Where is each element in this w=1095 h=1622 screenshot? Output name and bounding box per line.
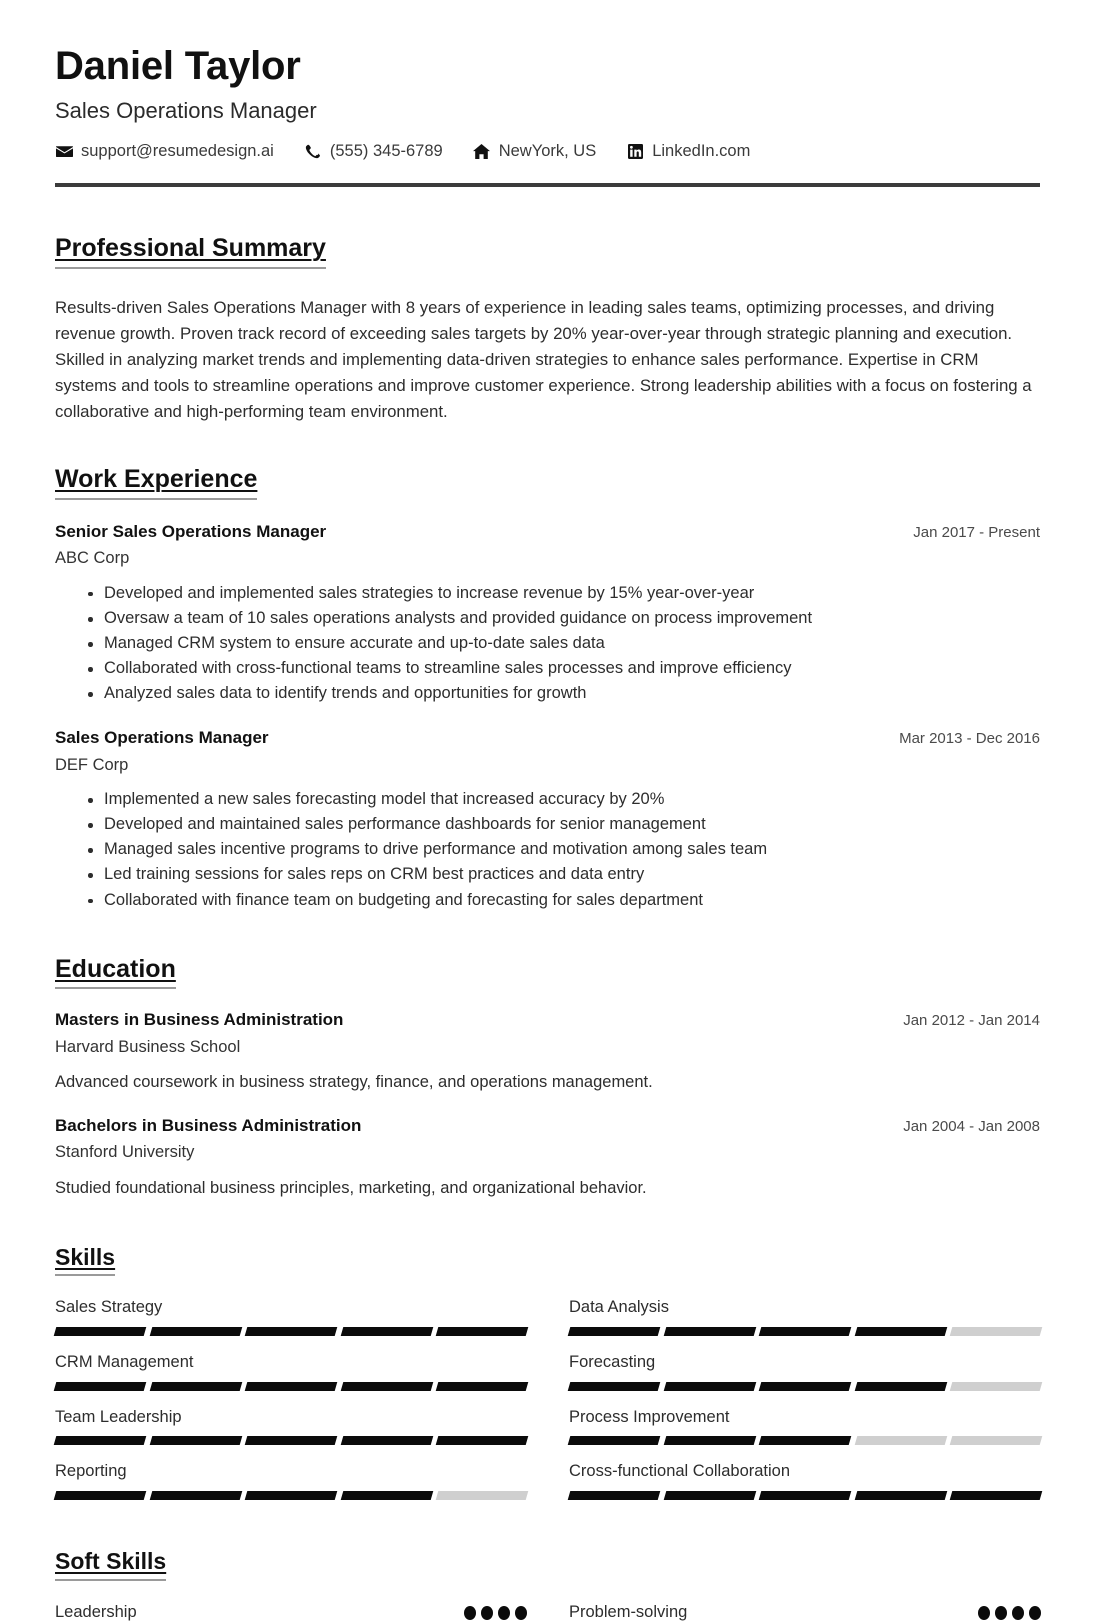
skill-level-segment (759, 1382, 851, 1391)
resume-header (55, 44, 1040, 187)
experience-bullet: Oversaw a team of 10 sales operations analysts and provided guidance on process improvement (88, 606, 1040, 631)
section-work-experience (55, 465, 1040, 912)
experience-bullet: Managed sales incentive programs to drive performance and motivation among sales team (88, 837, 1040, 862)
education-entry (55, 1115, 1040, 1201)
skill-label: Cross-functional Collaboration (569, 1462, 791, 1481)
phone-icon (304, 143, 322, 160)
education-entry-head (55, 1009, 1040, 1030)
section-title-education: Education (55, 955, 176, 990)
skill-level-segment (54, 1436, 146, 1445)
education-entry-head (55, 1115, 1040, 1136)
education-degree: Masters in Business Administration (55, 1010, 344, 1030)
skill-level-bar (55, 1382, 527, 1391)
envelope-icon (55, 143, 73, 160)
skill-level-segment (950, 1327, 1042, 1336)
skill-item (569, 1462, 1041, 1517)
skill-level-bar (569, 1436, 1041, 1445)
experience-entry (55, 521, 1040, 706)
experience-bullet: Collaborated with finance team on budgeting and forecasting for sales department (88, 888, 1040, 913)
skill-level-bar (55, 1327, 527, 1336)
experience-bullet: Managed CRM system to ensure accurate and up-to-date sales data (88, 631, 1040, 656)
skill-level-segment (950, 1491, 1042, 1500)
skill-level-segment (149, 1491, 241, 1500)
summary-text: Results-driven Sales Operations Manager with 8 years of experience in leading sales teams, optimizing processes, and driving revenue growth. Proven track record of exceeding sales targets by 20% year-over-year through strategic planning and execution. Skilled in analyzing market trends and implementing data-driven strategies to enhance sales performance. Expertise in CRM systems and tools to streamline operations and improve customer experience. Strong leadership abilities with a focus on fostering a collaborative and high-performing team environment. (55, 298, 1032, 422)
skill-level-segment (340, 1436, 432, 1445)
soft-skill-dot (464, 1606, 476, 1620)
skill-level-segment (245, 1382, 337, 1391)
skill-level-segment (245, 1327, 337, 1336)
skill-level-bar (569, 1491, 1041, 1500)
experience-bullet: Implemented a new sales forecasting model that increased accuracy by 20% (88, 787, 1040, 812)
education-school: Harvard Business School (55, 1037, 241, 1056)
skill-level-segment (54, 1327, 146, 1336)
skill-item (569, 1353, 1041, 1408)
experience-role: Senior Sales Operations Manager (55, 522, 327, 542)
section-title-skills: Skills (55, 1244, 115, 1276)
skill-level-segment (149, 1436, 241, 1445)
experience-date: Jan 2017 - Present (913, 524, 1040, 542)
header-divider (55, 183, 1040, 187)
soft-skills-grid (55, 1603, 1040, 1622)
education-entry (55, 1009, 1040, 1095)
soft-skill-rating (464, 1606, 527, 1620)
contact-email[interactable] (55, 142, 274, 161)
soft-skill-dot (515, 1606, 527, 1620)
experience-company: ABC Corp (55, 549, 130, 568)
skill-label: Reporting (55, 1462, 127, 1481)
skill-level-segment (245, 1491, 337, 1500)
education-school: Stanford University (55, 1143, 195, 1162)
skill-level-segment (854, 1491, 946, 1500)
skill-level-segment (54, 1382, 146, 1391)
skill-label: Forecasting (569, 1352, 656, 1371)
soft-skill-dot (1012, 1606, 1024, 1620)
skill-level-segment (149, 1382, 241, 1391)
skill-level-segment (663, 1491, 755, 1500)
soft-skill-item (569, 1603, 1041, 1622)
candidate-job-title: Sales Operations Manager (55, 98, 317, 123)
skill-level-segment (245, 1436, 337, 1445)
soft-skill-dot (995, 1606, 1007, 1620)
soft-skill-rating (978, 1606, 1041, 1620)
skill-label: CRM Management (55, 1352, 194, 1371)
section-skills (55, 1244, 1040, 1518)
soft-skill-label: Leadership (55, 1602, 137, 1621)
skill-level-segment (854, 1382, 946, 1391)
skill-level-segment (568, 1491, 660, 1500)
experience-bullet: Developed and implemented sales strategies to increase revenue by 15% year-over-year (88, 581, 1040, 606)
education-description: Studied foundational business principles, marketing, and organizational behavior. (55, 1178, 647, 1197)
skill-item (569, 1408, 1041, 1463)
education-date: Jan 2012 - Jan 2014 (903, 1012, 1040, 1030)
experience-bullet: Led training sessions for sales reps on CRM best practices and data entry (88, 862, 1040, 887)
skill-label: Data Analysis (569, 1298, 669, 1317)
skill-level-segment (663, 1436, 755, 1445)
experience-bullet: Analyzed sales data to identify trends and opportunities for growth (88, 681, 1040, 706)
skill-level-segment (340, 1327, 432, 1336)
soft-skill-dot (1029, 1606, 1041, 1620)
section-title-experience: Work Experience (55, 465, 257, 500)
skill-level-segment (759, 1327, 851, 1336)
contact-location[interactable] (473, 142, 597, 161)
skill-level-bar (55, 1436, 527, 1445)
skill-level-segment (436, 1491, 528, 1500)
skill-level-segment (436, 1436, 528, 1445)
skill-level-segment (950, 1436, 1042, 1445)
experience-entry-head (55, 727, 1040, 748)
skill-label: Process Improvement (569, 1407, 730, 1426)
skill-level-segment (436, 1327, 528, 1336)
skill-level-segment (340, 1382, 432, 1391)
section-soft-skills (55, 1548, 1040, 1622)
contact-linkedin-text: LinkedIn.com (652, 142, 751, 161)
skill-level-segment (663, 1327, 755, 1336)
skill-label: Team Leadership (55, 1407, 182, 1426)
contact-phone-text: (555) 345-6789 (329, 142, 443, 161)
contact-row (55, 142, 1040, 161)
skills-grid (55, 1298, 1040, 1517)
contact-phone[interactable] (304, 142, 443, 161)
section-title-summary: Professional Summary (55, 234, 326, 269)
skill-level-segment (568, 1327, 660, 1336)
soft-skill-dot (481, 1606, 493, 1620)
skill-level-segment (568, 1436, 660, 1445)
soft-skill-item (55, 1603, 527, 1622)
linkedin-icon (626, 143, 644, 160)
skill-level-segment (436, 1382, 528, 1391)
section-professional-summary (55, 234, 1040, 425)
contact-location-text: NewYork, US (498, 142, 597, 161)
skill-level-bar (55, 1491, 527, 1500)
experience-bullet-list (55, 787, 1040, 912)
skill-level-segment (759, 1491, 851, 1500)
section-education (55, 955, 1040, 1201)
skill-level-segment (568, 1382, 660, 1391)
education-date: Jan 2004 - Jan 2008 (903, 1117, 1040, 1135)
experience-entry (55, 727, 1040, 912)
experience-entry-head (55, 521, 1040, 542)
education-description: Advanced coursework in business strategy, finance, and operations management. (55, 1073, 653, 1092)
candidate-name: Daniel Taylor (55, 44, 301, 88)
skill-item (55, 1408, 527, 1463)
skill-level-segment (54, 1491, 146, 1500)
education-degree: Bachelors in Business Administration (55, 1115, 362, 1135)
contact-email-text: support@resumedesign.ai (81, 142, 274, 161)
skill-level-segment (854, 1327, 946, 1336)
skill-item (55, 1462, 527, 1517)
skill-item (55, 1298, 527, 1353)
skill-level-bar (569, 1327, 1041, 1336)
experience-bullet-list (55, 581, 1040, 706)
skill-item (569, 1298, 1041, 1353)
home-icon (473, 143, 491, 160)
skill-level-segment (759, 1436, 851, 1445)
skill-level-segment (854, 1436, 946, 1445)
soft-skill-dot (498, 1606, 510, 1620)
soft-skill-dot (978, 1606, 990, 1620)
contact-linkedin[interactable] (626, 142, 750, 161)
experience-date: Mar 2013 - Dec 2016 (899, 730, 1040, 748)
skill-level-bar (569, 1382, 1041, 1391)
skill-label: Sales Strategy (55, 1298, 163, 1317)
skill-level-segment (340, 1491, 432, 1500)
skill-level-segment (950, 1382, 1042, 1391)
experience-company: DEF Corp (55, 755, 129, 774)
skill-item (55, 1353, 527, 1408)
experience-bullet: Developed and maintained sales performance dashboards for senior management (88, 812, 1040, 837)
experience-role: Sales Operations Manager (55, 728, 269, 748)
experience-bullet: Collaborated with cross-functional teams to streamline sales processes and improve efficiency (88, 656, 1040, 681)
skill-level-segment (663, 1382, 755, 1391)
soft-skill-label: Problem-solving (569, 1602, 688, 1621)
skill-level-segment (149, 1327, 241, 1336)
section-title-soft-skills: Soft Skills (55, 1548, 166, 1580)
